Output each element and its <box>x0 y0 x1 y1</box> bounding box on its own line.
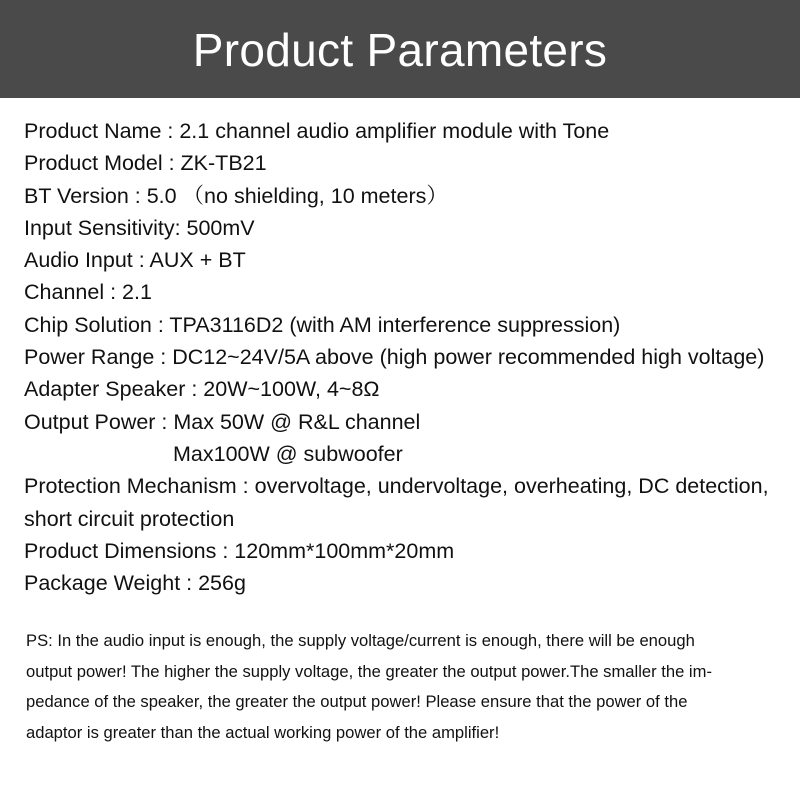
ps-line: pedance of the speaker, the greater the output power! Please ensure that the power of the <box>26 692 688 711</box>
ps-line: adaptor is greater than the actual working power of the amplifier! <box>26 722 500 742</box>
page-title: Product Parameters <box>192 24 608 76</box>
spec-list <box>24 115 784 599</box>
spec-power-range: Power Range : DC12~24V/5A above (high power recommended high voltage) <box>24 345 765 370</box>
spec-channel: Channel : 2.1 <box>24 280 152 305</box>
spec-package-weight: Package Weight : 256g <box>24 571 246 596</box>
spec-product-model: Product Model : ZK-TB21 <box>24 151 267 176</box>
spec-adapter-speaker: Adapter Speaker : 20W~100W, 4~8Ω <box>24 377 380 402</box>
spec-chip-solution: Chip Solution : TPA3116D2 (with AM interference suppression) <box>24 312 621 337</box>
ps-line: PS: In the audio input is enough, the supply voltage/current is enough, there will be enough <box>26 631 695 650</box>
spec-product-dimensions: Product Dimensions : 120mm*100mm*20mm <box>24 538 455 563</box>
ps-note <box>26 626 778 748</box>
spec-output-power-subwoofer: Max100W @ subwoofer <box>173 441 403 466</box>
ps-line: output power! The higher the supply voltage, the greater the output power.The smaller the im- <box>26 661 712 681</box>
spec-bt-version: BT Version : 5.0 （no shielding, 10 meters） <box>24 183 448 208</box>
spec-product-name: Product Name : 2.1 channel audio amplifier module with Tone <box>24 119 610 143</box>
header-banner <box>0 0 800 98</box>
spec-output-power: Output Power : Max 50W @ R&L channel <box>24 409 421 434</box>
spec-input-sensitivity: Input Sensitivity: 500mV <box>24 215 255 240</box>
spec-protection-mechanism: Protection Mechanism : overvoltage, undervoltage, overheating, DC detection, short circuit protection <box>24 474 769 531</box>
spec-audio-input: Audio Input : AUX + BT <box>24 248 246 273</box>
